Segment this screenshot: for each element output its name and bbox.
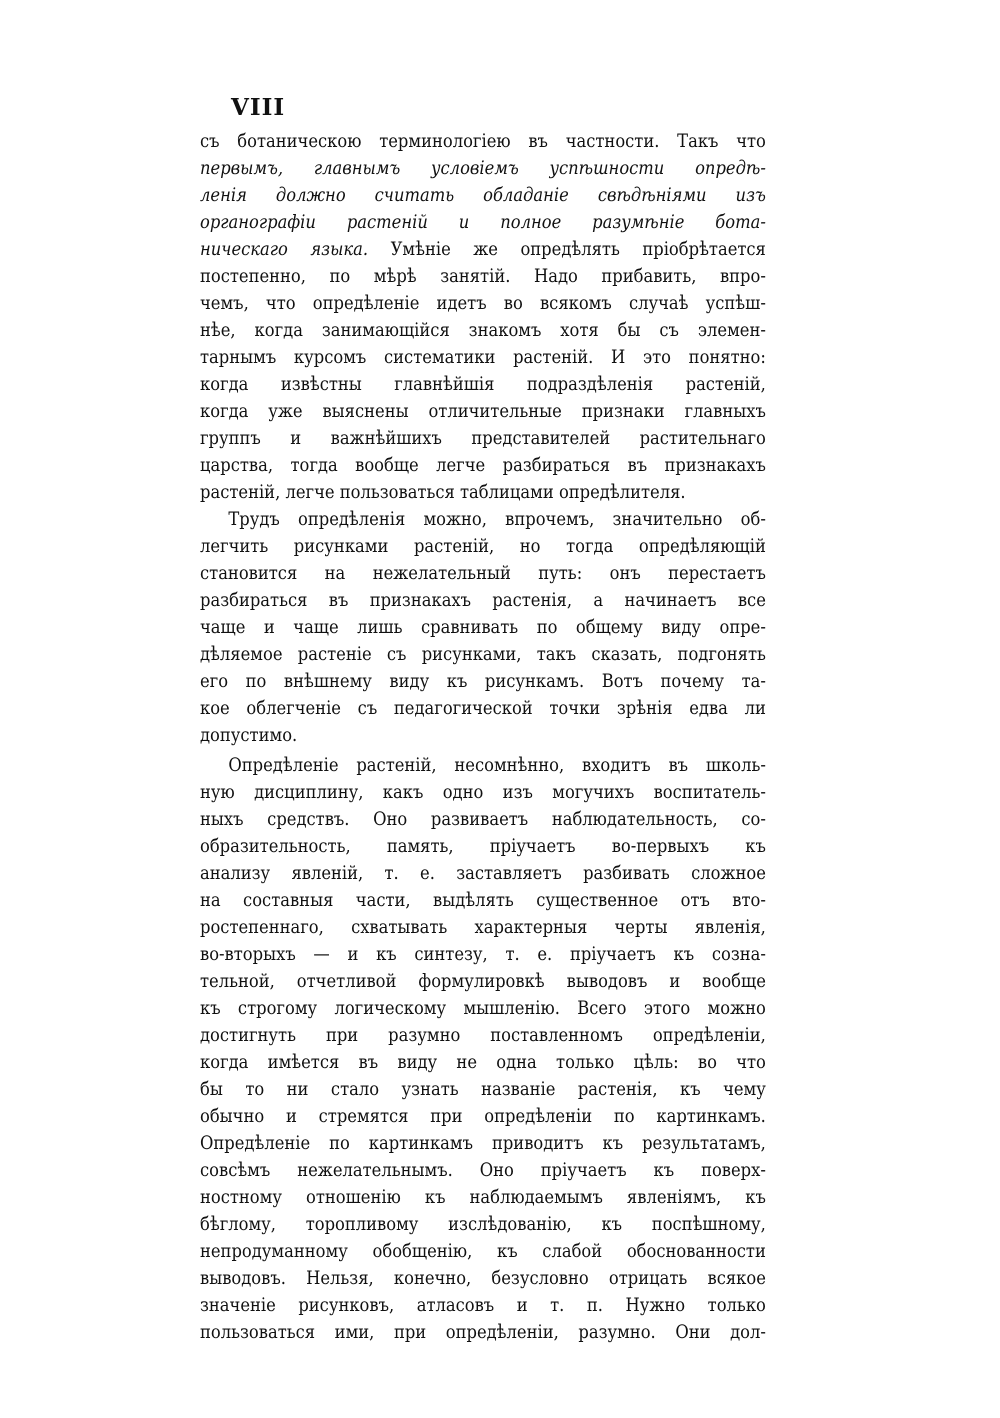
text-line [200, 1238, 766, 1265]
text-segment: ростепеннаго, схватывать характерныя черты явленія, [200, 916, 766, 938]
page-number: VIII [231, 94, 286, 121]
text-line [200, 1049, 766, 1076]
text-line [200, 641, 766, 668]
text-line [200, 587, 766, 614]
italic-text-segment: первымъ, главнымъ условіемъ успѣшности опредѣ- [200, 157, 766, 179]
text-segment: чемъ, что опредѣленіе идетъ во всякомъ случаѣ успѣш- [200, 292, 766, 314]
text-segment: Умѣніе же опредѣлять пріобрѣтается [368, 238, 766, 260]
text-line [200, 452, 766, 479]
text-segment: ностному отношенію къ наблюдаемымъ явленіямъ, къ [200, 1186, 766, 1208]
italic-text-segment: ленія должно считать обладаніе свѣдѣніями изъ [200, 184, 766, 206]
text-line [200, 371, 766, 398]
text-segment: кое облегченіе съ педагогической точки зрѣнія едва ли [200, 697, 766, 719]
text-line [200, 398, 766, 425]
text-segment: растеній, легче пользоваться таблицами опредѣлителя. [200, 481, 686, 503]
text-line [200, 1292, 766, 1319]
text-line [200, 614, 766, 641]
text-segment: значеніе рисунковъ, атласовъ и т. п. Нужно только [200, 1294, 766, 1316]
text-line [200, 833, 766, 860]
text-line [200, 479, 766, 506]
text-segment: допустимо. [200, 724, 298, 746]
text-line [200, 506, 766, 533]
italic-text-segment: органографіи растеній и полное разумѣніе бота- [200, 211, 766, 233]
text-line [200, 806, 766, 833]
text-segment: нѣе, когда занимающійся знакомъ хотя бы съ элемен- [200, 319, 766, 341]
text-segment: легчить рисунками растеній, но тогда опредѣляющій [200, 535, 766, 557]
text-line [200, 722, 766, 749]
text-line [200, 1130, 766, 1157]
text-segment: обычно и стремятся при опредѣленіи по картинкамъ. [200, 1105, 766, 1127]
text-segment: на составныя части, выдѣлять существенное отъ вто- [200, 889, 766, 911]
text-line [200, 1319, 766, 1346]
text-segment: во-вторыхъ — и къ синтезу, т. е. пріучаетъ къ созна- [200, 943, 766, 965]
text-segment: ныхъ средствъ. Оно развиваетъ наблюдательность, со- [200, 808, 766, 830]
text-line [200, 344, 766, 371]
text-line [200, 128, 766, 155]
text-line [200, 995, 766, 1022]
text-line [200, 887, 766, 914]
text-line [200, 752, 766, 779]
text-segment: царства, тогда вообще легче разбираться въ признакахъ [200, 454, 766, 476]
text-segment: выводовъ. Нельзя, конечно, безусловно отрицать всякое [200, 1267, 766, 1289]
text-segment: съ ботаническою терминологіею въ частности. Такъ что [200, 130, 766, 152]
text-line [200, 182, 766, 209]
text-segment: когда имѣется въ виду не одна только цѣль: во что [200, 1051, 766, 1073]
text-line [200, 941, 766, 968]
text-line [200, 1103, 766, 1130]
text-segment: его по внѣшнему виду къ рисункамъ. Вотъ почему та- [200, 670, 766, 692]
text-segment: къ строгому логическому мышленію. Всего этого можно [200, 997, 766, 1019]
text-line [200, 236, 766, 263]
text-line [200, 263, 766, 290]
text-segment: разбираться въ признакахъ растенія, а начинаетъ все [200, 589, 766, 611]
text-segment: достигнуть при разумно поставленномъ опредѣленіи, [200, 1024, 766, 1046]
text-line [200, 155, 766, 182]
text-line [200, 668, 766, 695]
text-segment: Опредѣленіе растеній, несомнѣнно, входитъ въ школь- [228, 754, 766, 776]
text-line [200, 209, 766, 236]
text-segment: тарнымъ курсомъ систематики растеній. И это понятно: [200, 346, 766, 368]
text-line [200, 914, 766, 941]
text-line [200, 1076, 766, 1103]
text-segment: пользоваться ими, при опредѣленіи, разумно. Они дол- [200, 1321, 766, 1343]
text-segment: бѣглому, торопливому изслѣдованію, къ поспѣшному, [200, 1213, 766, 1235]
text-segment: становится на нежелательный путь: онъ перестаетъ [200, 562, 766, 584]
text-line [200, 317, 766, 344]
text-segment: образительность, память, пріучаетъ во-первыхъ къ [200, 835, 766, 857]
text-line [200, 533, 766, 560]
text-line [200, 695, 766, 722]
text-line [200, 1157, 766, 1184]
text-segment: дѣляемое растеніе съ рисунками, такъ сказать, подгонять [200, 643, 766, 665]
text-segment: когда извѣстны главнѣйшія подраздѣленія растеній, [200, 373, 766, 395]
text-segment: когда уже выяснены отличительные признаки главныхъ [200, 400, 766, 422]
text-line [200, 1184, 766, 1211]
text-line [200, 1211, 766, 1238]
text-line [200, 425, 766, 452]
text-segment: непродуманному обобщенію, къ слабой обоснованности [200, 1240, 766, 1262]
text-segment: чаще и чаще лишь сравнивать по общему виду опре- [200, 616, 766, 638]
text-segment: ную дисциплину, какъ одно изъ могучихъ воспитатель- [200, 781, 766, 803]
text-line [200, 1022, 766, 1049]
text-line [200, 1265, 766, 1292]
text-line [200, 860, 766, 887]
body-text [200, 128, 766, 1346]
text-segment: Трудъ опредѣленія можно, впрочемъ, значительно об- [228, 508, 766, 530]
text-segment: группъ и важнѣйшихъ представителей растительнаго [200, 427, 766, 449]
text-line [200, 968, 766, 995]
text-line [200, 560, 766, 587]
text-segment: совсѣмъ нежелательнымъ. Оно пріучаетъ къ поверх- [200, 1159, 766, 1181]
italic-text-segment: ническаго языка. [200, 238, 369, 260]
text-segment: бы то ни стало узнать названіе растенія, къ чему [200, 1078, 766, 1100]
text-segment: постепенно, по мѣрѣ занятій. Надо прибавить, впро- [200, 265, 766, 287]
text-line [200, 290, 766, 317]
text-segment: тельной, отчетливой формулировкѣ выводовъ и вообще [200, 970, 766, 992]
text-line [200, 779, 766, 806]
text-segment: Опредѣленіе по картинкамъ приводитъ къ результатамъ, [200, 1132, 766, 1154]
text-segment: анализу явленій, т. е. заставляетъ разбивать сложное [200, 862, 766, 884]
